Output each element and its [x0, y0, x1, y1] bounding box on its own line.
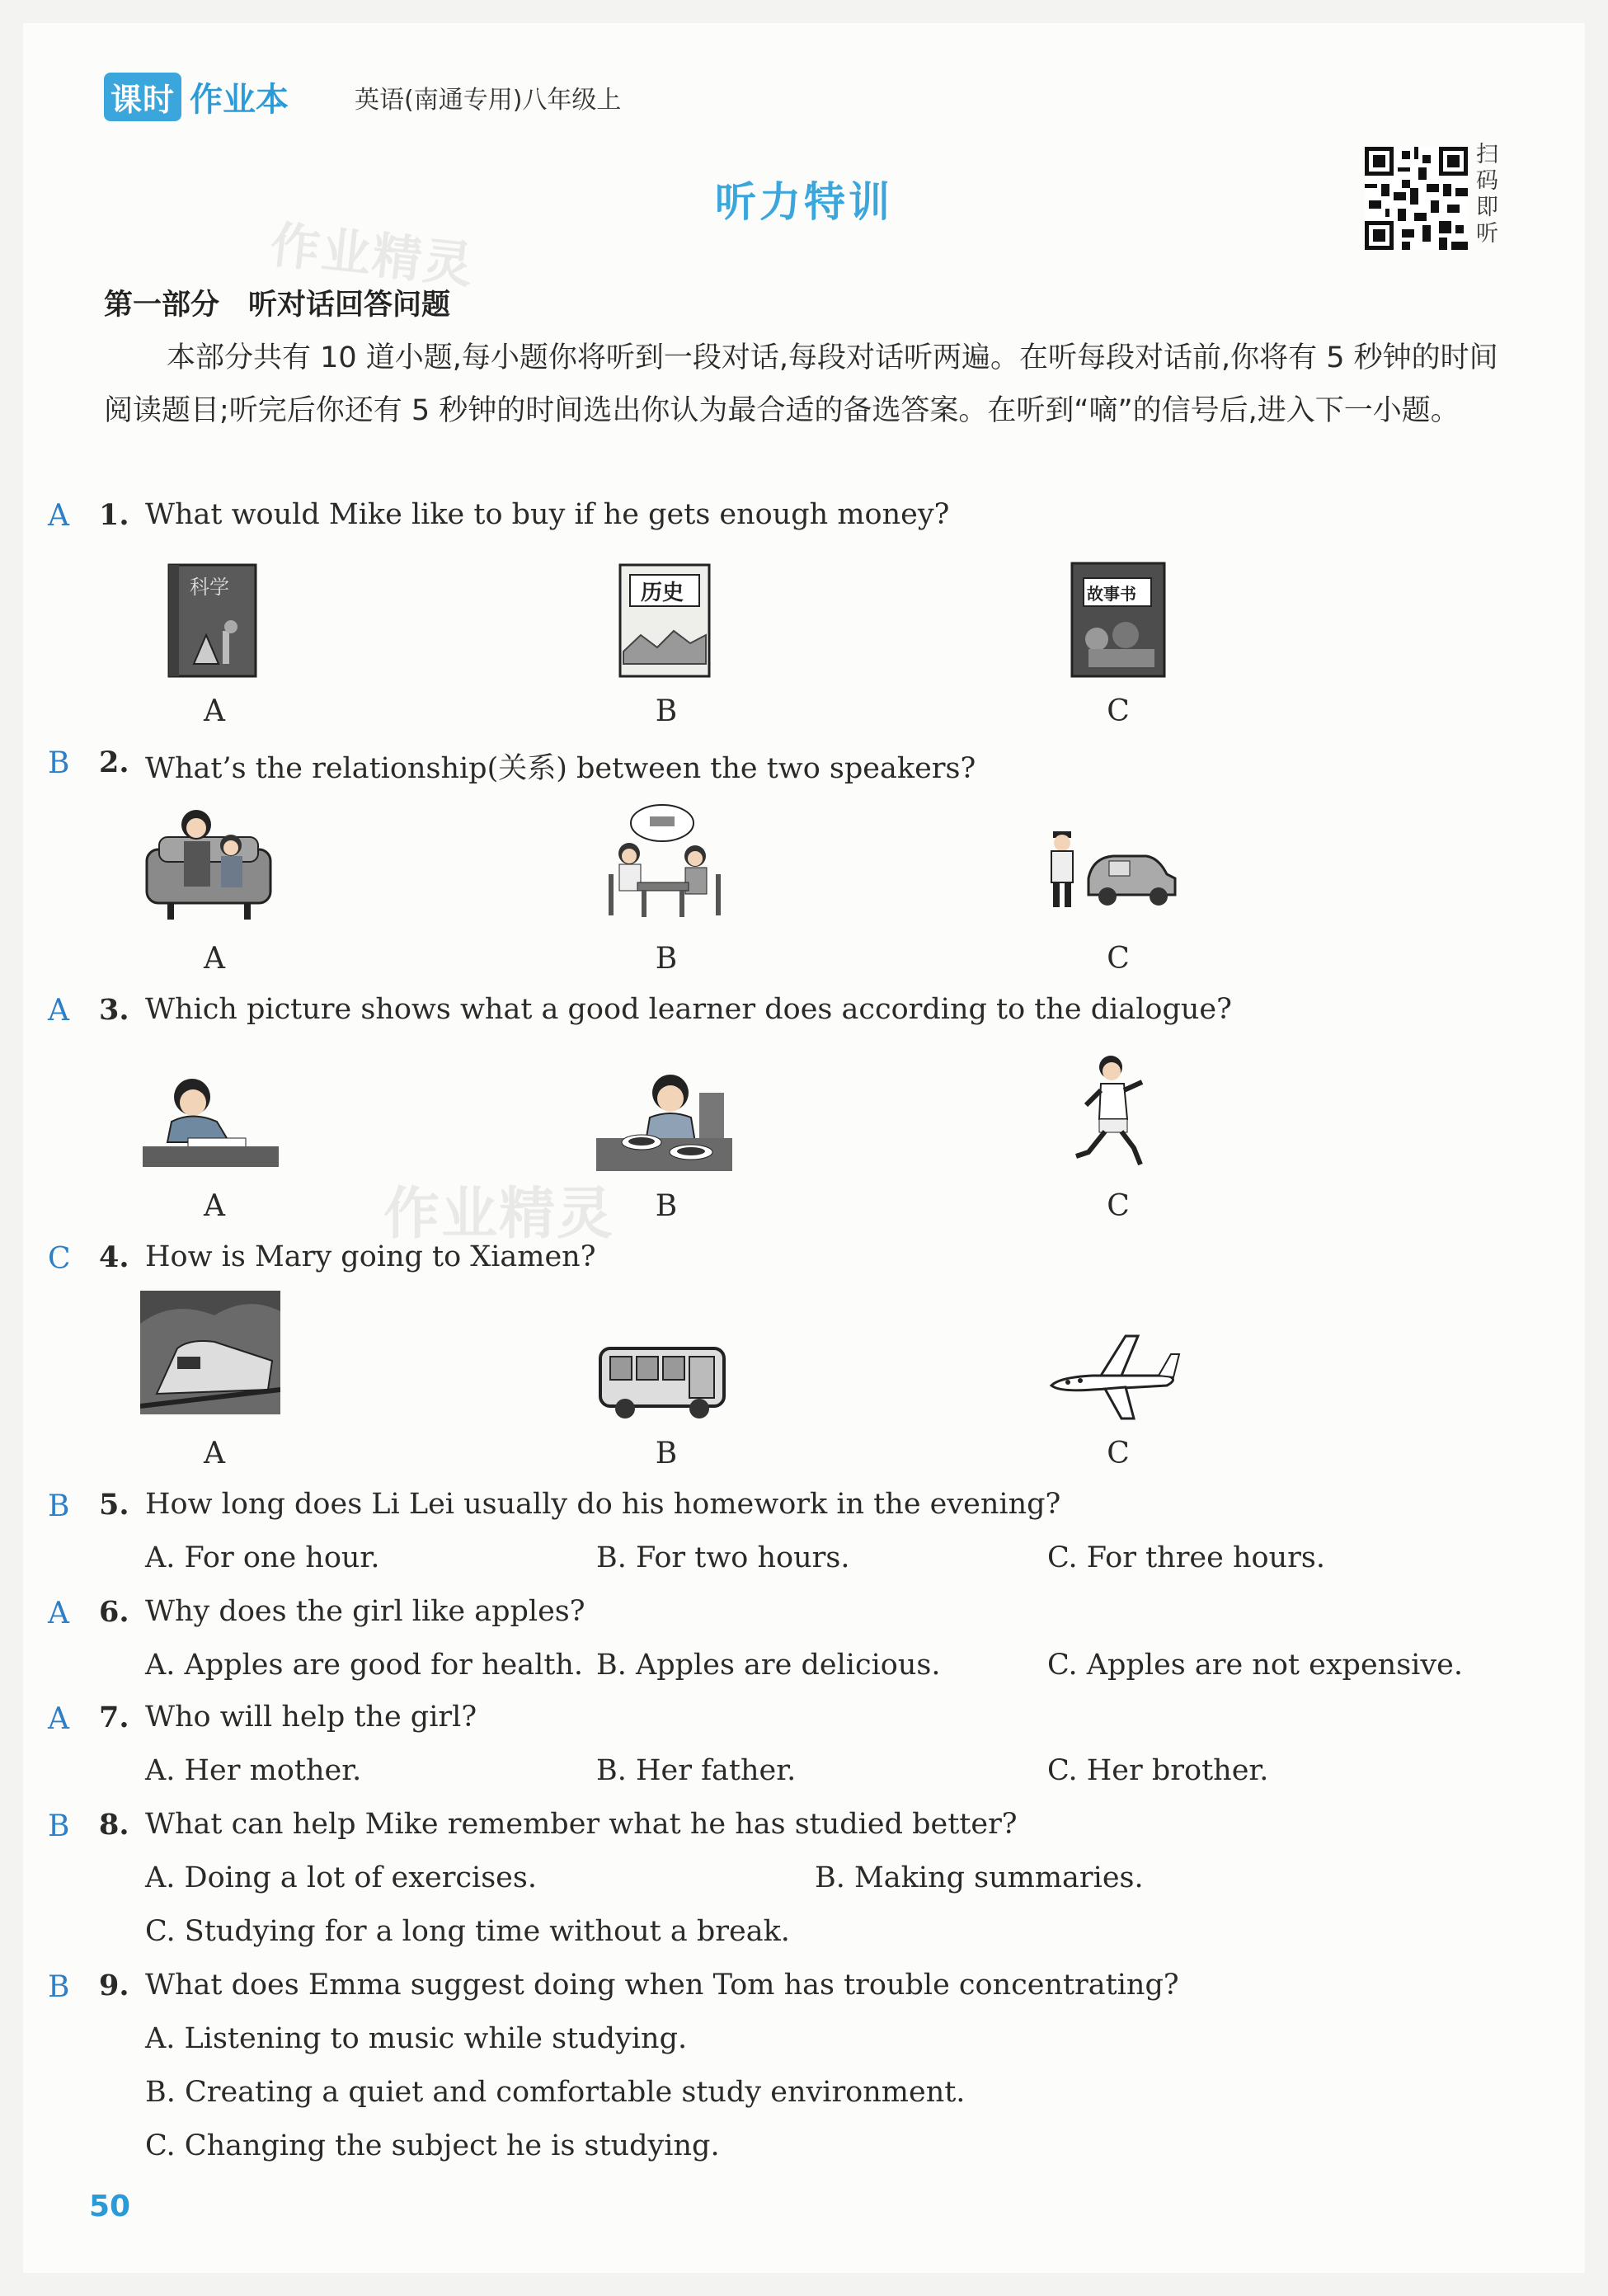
option-label: C — [1107, 694, 1130, 728]
option-c: C. For three hours. — [1047, 1541, 1325, 1574]
option-label: C — [1107, 942, 1130, 976]
option-b: B. For two hours. — [596, 1541, 850, 1574]
question-number: 8. — [99, 1808, 129, 1842]
option-b: B. Apples are delicious. — [596, 1649, 941, 1682]
question-number: 2. — [99, 746, 129, 779]
question-text: What would Mike like to buy if he gets enough money? — [145, 498, 950, 531]
answer-mark: B — [48, 1489, 70, 1523]
option-label: B — [655, 694, 678, 728]
question-number: 4. — [99, 1240, 129, 1274]
book-label: 科学 — [190, 576, 229, 599]
question-text: Who will help the girl? — [145, 1701, 477, 1734]
watermark: 作业精灵 — [267, 216, 477, 295]
option-c: C. Studying for a long time without a break. — [145, 1915, 790, 1948]
question-number: 1. — [99, 498, 129, 532]
watermark: 作业精灵 — [383, 1182, 615, 1247]
option-b: B. Her father. — [596, 1754, 797, 1787]
answer-mark: B — [48, 1970, 70, 2004]
qr-code-icon[interactable] — [1365, 147, 1468, 250]
option-a: A. Listening to music while studying. — [145, 2022, 688, 2055]
mother-and-child-icon — [139, 800, 279, 924]
train-icon — [140, 1291, 280, 1414]
option-a: A. Her mother. — [145, 1754, 362, 1787]
option-c: C. Changing the subject he is studying. — [145, 2129, 720, 2162]
question-number: 3. — [99, 993, 129, 1027]
option-b: B. Creating a quiet and comfortable study environment. — [145, 2076, 966, 2109]
option-label: A — [204, 1437, 225, 1470]
book-label: 故事书 — [1087, 584, 1136, 604]
option-label: C — [1107, 1437, 1130, 1470]
page-title: 听力特训 — [715, 178, 893, 226]
question-text: What’s the relationship(关系) between the two speakers? — [145, 752, 976, 785]
answer-mark: A — [48, 1597, 69, 1630]
option-label: B — [655, 942, 678, 976]
book-label: 历史 — [641, 581, 684, 605]
boy-running-icon — [1043, 1049, 1183, 1173]
option-b: B. Making summaries. — [815, 1861, 1144, 1894]
page-number: 50 — [89, 2190, 131, 2223]
question-text: What does Emma suggest doing when Tom has trouble concentrating? — [145, 1969, 1179, 2002]
option-label: B — [655, 1189, 678, 1223]
subject-label: 英语(南通专用)八年级上 — [355, 86, 622, 115]
question-number: 9. — [99, 1969, 129, 2002]
question-text: How is Mary going to Xiamen? — [145, 1240, 596, 1273]
boy-eating-icon — [592, 1060, 732, 1183]
answer-mark: A — [48, 994, 69, 1028]
option-label: A — [204, 942, 225, 976]
option-label: C — [1107, 1189, 1130, 1223]
plane-icon — [1043, 1315, 1183, 1439]
question-text: Why does the girl like apples? — [145, 1595, 585, 1628]
answer-mark: A — [48, 1702, 69, 1736]
question-text: How long does Li Lei usually do his homework in the evening? — [145, 1488, 1061, 1521]
waiter-and-customer-icon — [592, 800, 732, 924]
question-text: What can help Mike remember what he has studied better? — [145, 1808, 1018, 1841]
logo — [104, 73, 289, 121]
qr-caption: 扫码即听 — [1476, 142, 1498, 247]
science-book-icon — [144, 557, 284, 680]
section-heading: 第一部分 听对话回答问题 — [104, 289, 451, 322]
section-intro: 本部分共有 10 道小题,每小题你将听到一段对话,每段对话听两遍。在听每段对话前,你将有 5 秒钟的时间阅读题目;听完后你还有 5 秒钟的时间选出你认为最合适的备选答案。在听到“嘀”的信号后,进入下一小题。 — [104, 341, 1498, 427]
option-c: C. Apples are not expensive. — [1047, 1649, 1463, 1682]
option-label: A — [204, 694, 225, 728]
question-number: 7. — [99, 1701, 129, 1734]
bus-icon — [592, 1320, 732, 1443]
option-label: A — [204, 1189, 225, 1223]
option-a: A. Doing a lot of exercises. — [145, 1861, 537, 1894]
policeman-and-driver-icon — [1043, 800, 1183, 924]
option-c: C. Her brother. — [1047, 1754, 1269, 1787]
logo-box: 课时 — [104, 73, 181, 121]
question-number: 6. — [99, 1595, 129, 1629]
option-label: B — [655, 1437, 678, 1470]
boy-writing-icon — [139, 1060, 279, 1183]
logo-text: 作业本 — [190, 81, 289, 119]
answer-mark: C — [48, 1242, 71, 1276]
storybook-icon — [1047, 557, 1187, 680]
option-a: A. For one hour. — [145, 1541, 380, 1574]
option-a: A. Apples are good for health. — [145, 1649, 584, 1682]
history-book-icon — [595, 557, 736, 680]
answer-mark: B — [48, 1809, 70, 1843]
question-text: Which picture shows what a good learner does according to the dialogue? — [145, 993, 1232, 1026]
answer-mark: A — [48, 499, 69, 533]
answer-mark: B — [48, 746, 70, 780]
question-number: 5. — [99, 1488, 129, 1522]
